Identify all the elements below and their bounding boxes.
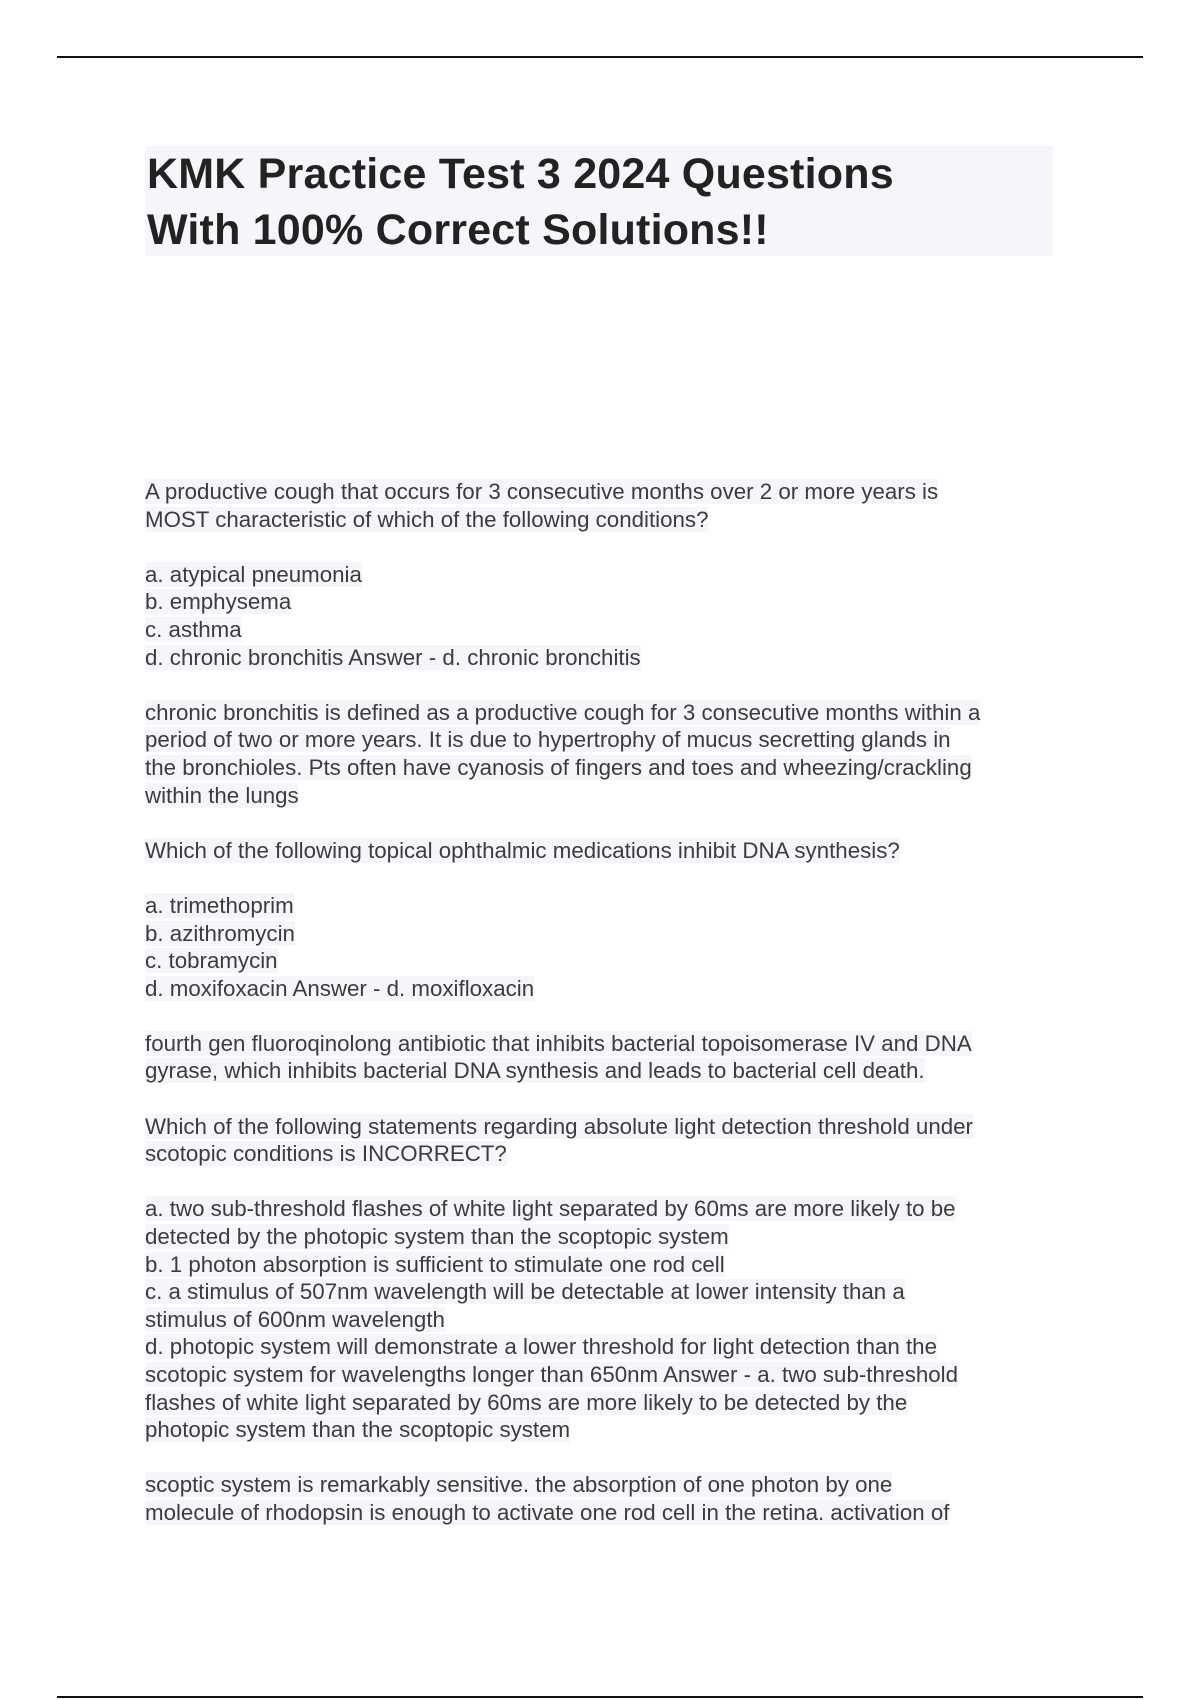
question-1-options: a. atypical pneumonia b. emphysema c. asthma d. chronic bronchitis Answer - d. chronic bronchitis	[145, 561, 641, 670]
document-body	[145, 478, 1075, 1554]
question-3: Which of the following statements regarding absolute light detection threshold under scotopic conditions is INCORRECT?	[145, 1113, 973, 1167]
bottom-divider	[57, 1696, 1143, 1698]
question-3-explanation: scoptic system is remarkably sensitive. the absorption of one photon by one molecule of rhodopsin is enough to activate one rod cell in the retina. activation of	[145, 1472, 950, 1525]
question-2: Which of the following topical ophthalmic medications inhibit DNA synthesis?	[145, 837, 900, 863]
question-2-options: a. trimethoprim b. azithromycin c. tobramycin d. moxifoxacin Answer - d. moxifloxacin	[145, 892, 535, 1001]
title-block	[145, 146, 1053, 256]
question-2-explanation: fourth gen fluoroqinolong antibiotic that inhibits bacterial topoisomerase IV and DNA gyrase, which inhibits bacterial DNA synthesis and leads to bacterial cell death.	[145, 1030, 972, 1084]
question-1: A productive cough that occurs for 3 consecutive months over 2 or more years is MOST characteristic of which of the following conditions?	[145, 479, 939, 532]
top-divider	[57, 56, 1143, 58]
title-line-2: With 100% Correct Solutions!!	[147, 206, 769, 254]
document-title	[145, 146, 1053, 258]
title-line-1: KMK Practice Test 3 2024 Questions	[147, 150, 894, 198]
question-1-explanation: chronic bronchitis is defined as a productive cough for 3 consecutive months within a period of two or more years. It is due to hypertrophy of mucus secretting glands in the bronchioles. Pts often have cyanosis of fingers and toes and wheezing/crackling within the lungs	[145, 699, 981, 808]
question-3-options: a. two sub-threshold flashes of white light separated by 60ms are more likely to be detected by the photopic system than the scoptopic system b. 1 photon absorption is sufficient to stimulate one rod cell c. a stimulus of 507nm wavelength will be detectable at lower intensity than a stimulus of 600nm wavelength d. photopic system will demonstrate a lower threshold for light detection than the scotopic system for wavelengths longer than 650nm Answer - a. two sub-threshold flashes of white light separated by 60ms are more likely to be detected by the photopic system than the scoptopic system	[145, 1196, 959, 1443]
